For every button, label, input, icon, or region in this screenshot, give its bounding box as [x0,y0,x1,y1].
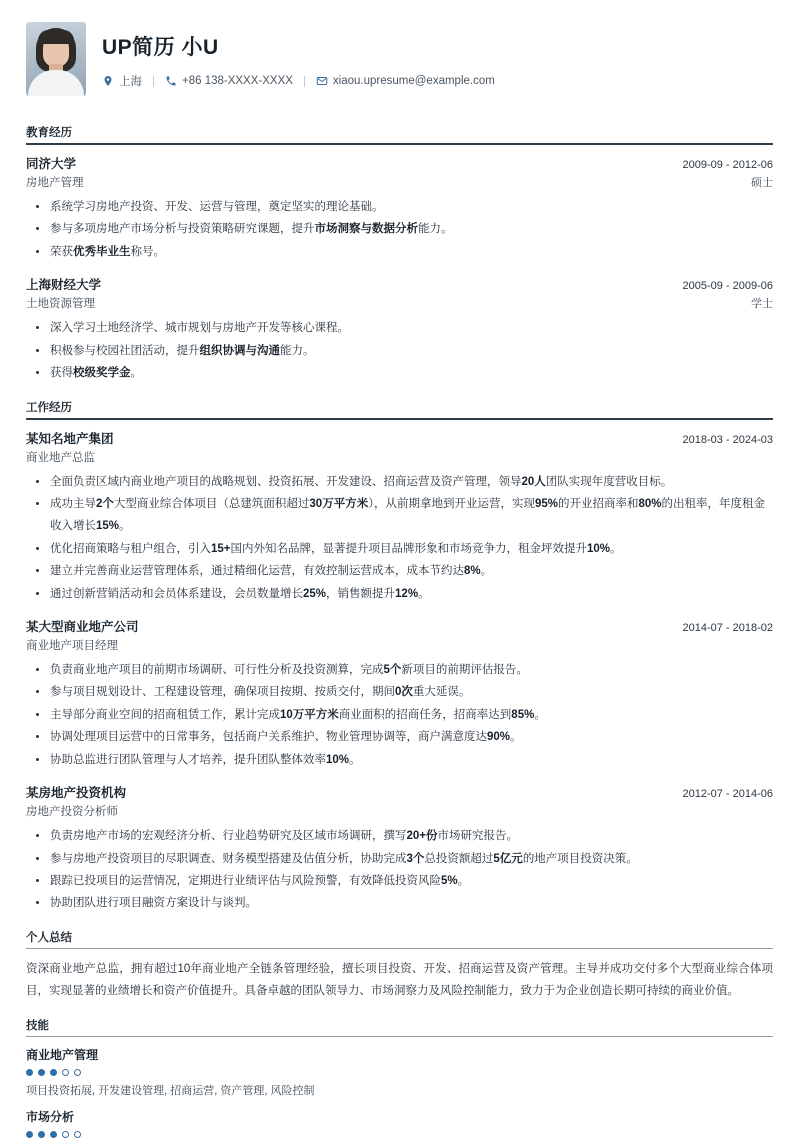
section-title-skills: 技能 [26,1019,49,1032]
entry-bullet-list [26,196,773,263]
list-item: 参与房地产投资项目的尽职调查、财务模型搭建及估值分析，协助完成3个总投资额超过5亿元的地产项目投资决策。 [26,848,773,870]
list-item: 积极参与校园社团活动，提升组织协调与沟通能力。 [26,340,773,362]
section-skills [26,1017,773,1144]
entry-organization: 同济大学 [26,157,77,171]
divider [304,76,305,87]
education-entries [26,154,773,385]
list-item: 优化招商策略与租户组合，引入15+国内外知名品牌，显著提升项目品牌形象和市场竞争力，租金坪效提升10%。 [26,538,773,560]
section-rule [26,418,773,420]
contact-email-text: xiaou.upresume@example.com [332,75,495,87]
entry-role: 房地产管理 [26,177,84,189]
list-item: 系统学习房地产投资、开发、运营与管理，奠定坚实的理论基础。 [26,196,773,218]
entry-header-row [26,154,773,172]
entry-date: 2005-09 - 2009-06 [682,280,773,293]
skill-name: 商业地产管理 [26,1047,99,1062]
skill-level-dot [50,1069,57,1076]
skill-item [26,1046,773,1101]
list-item: 通过创新营销活动和会员体系建设，会员数量增长25%，销售额提升12%。 [26,583,773,605]
resume-header [26,22,773,110]
resume-entry [26,783,773,915]
entry-bullet-list [26,659,773,771]
skill-level-dot [26,1131,33,1138]
section-title-education: 教育经历 [26,127,72,139]
divider [153,76,154,87]
entry-header-row [26,275,773,293]
contact-email [316,75,495,87]
skill-level-dots [26,1131,773,1138]
section-rule [26,1036,773,1037]
entry-role: 土地资源管理 [26,298,95,311]
entry-subheader-row [26,449,773,465]
header-main [102,22,773,96]
entry-degree: 硕士 [751,177,773,189]
section-work [26,399,773,915]
entry-subheader-row [26,803,773,819]
entry-bullet-list [26,825,773,915]
resume-entry [26,154,773,263]
contact-location-text: 上海 [119,76,142,88]
skill-level-dot [50,1131,57,1138]
summary-text: 资深商业地产总监，拥有超过10年商业地产全链条管理经验，擅长项目投资、开发、招商运营及资产管理。主导并成功交付多个大型商业综合体项目，实现显著的业绩增长和资产价值提升。具备卓越的团队领导力、市场洞察力及风险控制能力，致力于为企业创造长期可持续的商业价值。 [26,962,773,998]
list-item: 荣获优秀毕业生称号。 [26,241,773,263]
entry-degree: 学士 [751,298,773,311]
entry-organization: 某房地产投资机构 [26,786,127,801]
list-item: 成功主导2个大型商业综合体项目（总建筑面积超过30万平方米），从前期拿地到开业运营，实现95%的开业招商率和80%的出租率，年度租金收入增长15%。 [26,493,773,538]
skill-level-dot [62,1131,69,1138]
avatar [26,22,86,96]
entry-subheader-row [26,637,773,653]
entry-subheader-row [26,174,773,190]
entry-role: 商业地产总监 [26,451,95,464]
entry-header-row [26,429,773,447]
entry-date: 2012-07 - 2014-06 [682,788,773,801]
resume-entry [26,429,773,606]
section-rule [26,143,773,145]
list-item: 协助团队进行项目融资方案设计与谈判。 [26,892,773,914]
entry-header-row [26,783,773,801]
entry-role: 房地产投资分析师 [26,806,118,819]
entry-organization: 上海财经大学 [26,278,102,293]
skill-level-dot [62,1069,69,1076]
envelope-icon [316,75,328,87]
phone-icon [165,75,177,87]
skill-item [26,1108,773,1138]
skill-level-dot [26,1069,33,1076]
contact-location [102,73,142,89]
entry-organization: 某知名地产集团 [26,431,114,446]
list-item: 获得校级奖学金。 [26,362,773,384]
entry-bullet-list [26,317,773,384]
entry-date: 2018-03 - 2024-03 [682,433,773,446]
entry-role: 商业地产项目经理 [26,640,118,653]
skill-level-dots [26,1069,773,1076]
skill-name: 市场分析 [26,1110,75,1125]
location-pin-icon [102,75,114,87]
entry-date: 2009-09 - 2012-06 [682,159,773,171]
entry-subheader-row [26,295,773,311]
contact-phone-text: +86 138-XXXX-XXXX [182,75,293,87]
skill-level-dot [74,1069,81,1076]
contact-phone [165,75,293,87]
skill-level-dot [38,1069,45,1076]
list-item: 协调处理项目运营中的日常事务，包括商户关系维护、物业管理协调等，商户满意度达90%。 [26,726,773,748]
entry-header-row [26,617,773,635]
entry-organization: 某大型商业地产公司 [26,620,139,635]
resume-entry [26,275,773,384]
entry-date: 2014-07 - 2018-02 [682,622,773,635]
list-item: 负责商业地产项目的前期市场调研、可行性分析及投资测算，完成5个新项目的前期评估报告。 [26,659,773,681]
list-item: 建立并完善商业运营管理体系，通过精细化运营，有效控制运营成本，成本节约达8%。 [26,560,773,582]
skill-list [26,1046,773,1139]
section-rule [26,948,773,949]
entry-bullet-list [26,471,773,606]
list-item: 协助总监进行团队管理与人才培养，提升团队整体效率10%。 [26,749,773,771]
section-title-summary: 个人总结 [26,931,72,944]
resume-entry [26,617,773,771]
section-summary [26,929,773,1003]
list-item: 参与多项房地产市场分析与投资策略研究课题，提升市场洞察与数据分析能力。 [26,218,773,240]
list-item: 全面负责区域内商业地产项目的战略规划、投资拓展、开发建设、招商运营及资产管理，领导20人团队实现年度营收目标。 [26,471,773,493]
list-item: 参与项目规划设计、工程建设管理，确保项目按期、按质交付，期间0次重大延误。 [26,681,773,703]
list-item: 负责房地产市场的宏观经济分析、行业趋势研究及区域市场调研，撰写20+份市场研究报告。 [26,825,773,847]
work-entries [26,429,773,915]
skill-level-dot [38,1131,45,1138]
section-education [26,124,773,385]
skill-level-dot [74,1131,81,1138]
skill-description: 项目投资拓展, 开发建设管理, 招商运营, 资产管理, 风险控制 [26,1084,315,1097]
list-item: 深入学习土地经济学、城市规划与房地产开发等核心课程。 [26,317,773,339]
section-title-work: 工作经历 [26,401,72,414]
page-title: UP简历 小U [102,36,219,59]
list-item: 跟踪已投项目的运营情况，定期进行业绩评估与风险预警，有效降低投资风险5%。 [26,870,773,892]
list-item: 主导部分商业空间的招商租赁工作，累计完成10万平方米商业面积的招商任务，招商率达到85%。 [26,704,773,726]
contact-row [102,73,773,89]
